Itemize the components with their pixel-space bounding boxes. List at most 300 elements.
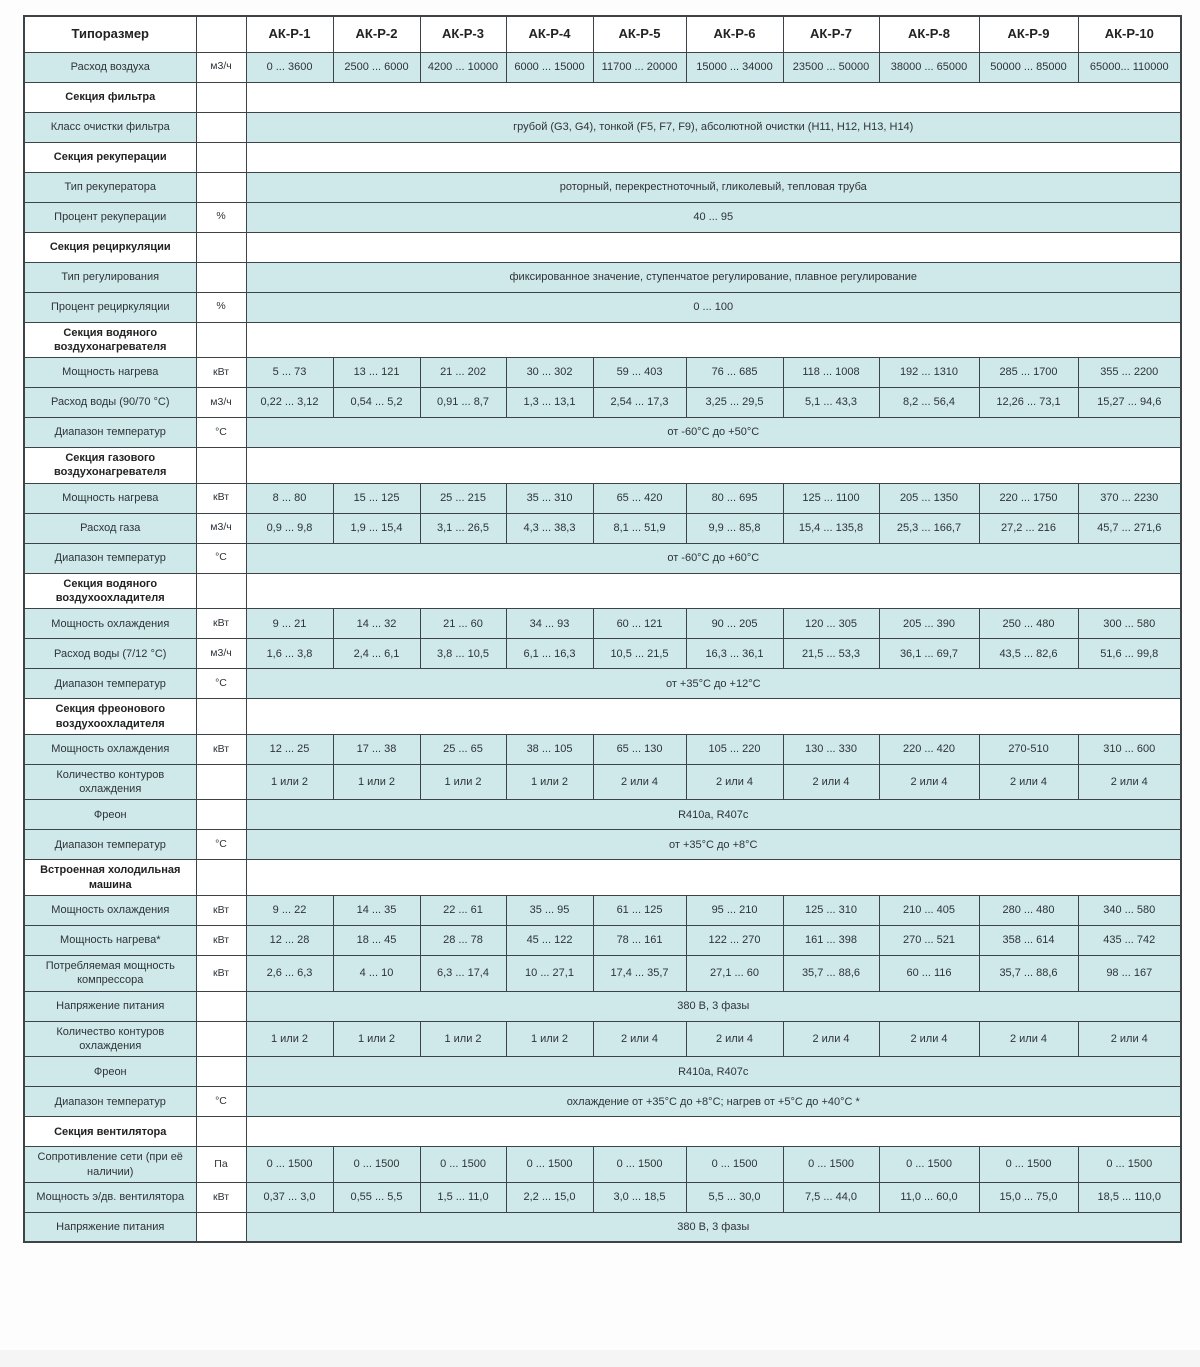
value-cell: 2 или 4: [783, 1021, 879, 1057]
col-header: АК-Р-6: [686, 16, 783, 52]
unit-column-header: [196, 16, 246, 52]
value-cell: 50000 ... 85000: [979, 52, 1078, 82]
value-cell: 4200 ... 10000: [420, 52, 506, 82]
value-cell: 17 ... 38: [333, 734, 420, 764]
col-header: АК-Р-8: [879, 16, 979, 52]
table-row: [24, 830, 1181, 860]
row-label: Расход воды (7/12 °С): [24, 639, 196, 669]
value-cell: 2 или 4: [686, 764, 783, 800]
value-cell: 2 или 4: [593, 1021, 686, 1057]
row-label: Количество контуров охлаждения: [24, 1021, 196, 1057]
table-row: [24, 699, 1181, 735]
value-cell: 205 ... 1350: [879, 483, 979, 513]
row-unit: кВт: [196, 956, 246, 992]
value-cell: 7,5 ... 44,0: [783, 1182, 879, 1212]
value-cell: 1,6 ... 3,8: [246, 639, 333, 669]
value-cell: 280 ... 480: [979, 896, 1078, 926]
row-label: Процент рециркуляции: [24, 292, 196, 322]
value-cell: 0,22 ... 3,12: [246, 388, 333, 418]
value-cell: 120 ... 305: [783, 609, 879, 639]
value-cell: 5,5 ... 30,0: [686, 1182, 783, 1212]
table-row: [24, 956, 1181, 992]
table-row: [24, 573, 1181, 609]
value-cell: 15,27 ... 94,6: [1078, 388, 1181, 418]
section-span-cell: [246, 699, 1181, 735]
value-cell: 0,37 ... 3,0: [246, 1182, 333, 1212]
value-cell: 80 ... 695: [686, 483, 783, 513]
value-cell: 2 или 4: [979, 764, 1078, 800]
value-cell: 76 ... 685: [686, 358, 783, 388]
col-header: АК-Р-9: [979, 16, 1078, 52]
value-cell: 25,3 ... 166,7: [879, 513, 979, 543]
section-unit-cell: [196, 142, 246, 172]
table-row: [24, 669, 1181, 699]
value-cell: 105 ... 220: [686, 734, 783, 764]
table-row: [24, 112, 1181, 142]
value-cell: 0,55 ... 5,5: [333, 1182, 420, 1212]
merged-value: грубой (G3, G4), тонкой (F5, F7, F9), абсолютной очистки (H11, H12, H13, H14): [246, 112, 1181, 142]
value-cell: 18 ... 45: [333, 926, 420, 956]
table-row: [24, 734, 1181, 764]
row-label: Расход воздуха: [24, 52, 196, 82]
row-unit: [196, 764, 246, 800]
value-cell: 220 ... 1750: [979, 483, 1078, 513]
row-label: Диапазон температур: [24, 543, 196, 573]
value-cell: 78 ... 161: [593, 926, 686, 956]
value-cell: 28 ... 78: [420, 926, 506, 956]
value-cell: 1 или 2: [420, 1021, 506, 1057]
value-cell: 0 ... 1500: [420, 1147, 506, 1183]
value-cell: 358 ... 614: [979, 926, 1078, 956]
value-cell: 38 ... 105: [506, 734, 593, 764]
value-cell: 22 ... 61: [420, 896, 506, 926]
merged-value: роторный, перекрестноточный, гликолевый, тепловая труба: [246, 172, 1181, 202]
value-cell: 65 ... 130: [593, 734, 686, 764]
row-unit: кВт: [196, 926, 246, 956]
table-row: [24, 448, 1181, 484]
value-cell: 14 ... 32: [333, 609, 420, 639]
table-row: [24, 1147, 1181, 1183]
value-cell: 3,8 ... 10,5: [420, 639, 506, 669]
merged-value: охлаждение от +35°С до +8°С; нагрев от +5°С до +40°С *: [246, 1087, 1181, 1117]
value-cell: 2,4 ... 6,1: [333, 639, 420, 669]
value-cell: 11,0 ... 60,0: [879, 1182, 979, 1212]
row-label: Диапазон температур: [24, 418, 196, 448]
value-cell: 270-510: [979, 734, 1078, 764]
value-cell: 8 ... 80: [246, 483, 333, 513]
row-unit: м3/ч: [196, 639, 246, 669]
value-cell: 2,6 ... 6,3: [246, 956, 333, 992]
row-label: Диапазон температур: [24, 1087, 196, 1117]
table-row: [24, 483, 1181, 513]
section-unit-cell: [196, 232, 246, 262]
section-span-cell: [246, 322, 1181, 358]
merged-value: 380 В, 3 фазы: [246, 1212, 1181, 1242]
row-label: Сопротивление сети (при её наличии): [24, 1147, 196, 1183]
table-row: [24, 418, 1181, 448]
row-label: Мощность нагрева: [24, 483, 196, 513]
row-unit: кВт: [196, 358, 246, 388]
value-cell: 43,5 ... 82,6: [979, 639, 1078, 669]
value-cell: 10 ... 27,1: [506, 956, 593, 992]
row-unit: °С: [196, 543, 246, 573]
row-label: Мощность охлаждения: [24, 609, 196, 639]
col-header: АК-Р-4: [506, 16, 593, 52]
row-unit: °С: [196, 418, 246, 448]
section-label: Секция газового воздухонагревателя: [24, 448, 196, 484]
value-cell: 1,9 ... 15,4: [333, 513, 420, 543]
value-cell: 65000... 110000: [1078, 52, 1181, 82]
value-cell: 122 ... 270: [686, 926, 783, 956]
row-label: Диапазон температур: [24, 830, 196, 860]
value-cell: 11700 ... 20000: [593, 52, 686, 82]
value-cell: 0,54 ... 5,2: [333, 388, 420, 418]
value-cell: 300 ... 580: [1078, 609, 1181, 639]
section-unit-cell: [196, 1117, 246, 1147]
value-cell: 45 ... 122: [506, 926, 593, 956]
row-unit: °С: [196, 1087, 246, 1117]
value-cell: 27,2 ... 216: [979, 513, 1078, 543]
value-cell: 0,91 ... 8,7: [420, 388, 506, 418]
value-cell: 95 ... 210: [686, 896, 783, 926]
value-cell: 2 или 4: [879, 764, 979, 800]
merged-value: R410a, R407c: [246, 800, 1181, 830]
value-cell: 3,25 ... 29,5: [686, 388, 783, 418]
value-cell: 25 ... 215: [420, 483, 506, 513]
table-row: [24, 543, 1181, 573]
value-cell: 370 ... 2230: [1078, 483, 1181, 513]
value-cell: 5,1 ... 43,3: [783, 388, 879, 418]
table-row: [24, 292, 1181, 322]
section-label: Секция фильтра: [24, 82, 196, 112]
row-unit: м3/ч: [196, 388, 246, 418]
row-unit: %: [196, 202, 246, 232]
section-unit-cell: [196, 448, 246, 484]
row-label: Тип регулирования: [24, 262, 196, 292]
row-unit: кВт: [196, 483, 246, 513]
section-span-cell: [246, 448, 1181, 484]
merged-value: от -60°С до +50°С: [246, 418, 1181, 448]
table-row: [24, 388, 1181, 418]
row-unit: %: [196, 292, 246, 322]
table-row: [24, 800, 1181, 830]
section-unit-cell: [196, 322, 246, 358]
row-unit: кВт: [196, 734, 246, 764]
value-cell: 0 ... 1500: [333, 1147, 420, 1183]
row-unit: Па: [196, 1147, 246, 1183]
section-unit-cell: [196, 573, 246, 609]
value-cell: 61 ... 125: [593, 896, 686, 926]
value-cell: 161 ... 398: [783, 926, 879, 956]
value-cell: 1 или 2: [246, 764, 333, 800]
value-cell: 1 или 2: [506, 764, 593, 800]
col-header: АК-Р-7: [783, 16, 879, 52]
section-label: Секция водяного воздухонагревателя: [24, 322, 196, 358]
value-cell: 21 ... 202: [420, 358, 506, 388]
section-label: Секция рециркуляции: [24, 232, 196, 262]
value-cell: 17,4 ... 35,7: [593, 956, 686, 992]
col-header: АК-Р-1: [246, 16, 333, 52]
table-row: [24, 262, 1181, 292]
table-row: [24, 1087, 1181, 1117]
value-cell: 2500 ... 6000: [333, 52, 420, 82]
value-cell: 0 ... 3600: [246, 52, 333, 82]
value-cell: 14 ... 35: [333, 896, 420, 926]
value-cell: 2 или 4: [1078, 764, 1181, 800]
value-cell: 2 или 4: [783, 764, 879, 800]
row-label: Расход газа: [24, 513, 196, 543]
row-unit: м3/ч: [196, 52, 246, 82]
table-header-row: [24, 16, 1181, 52]
value-cell: 36,1 ... 69,7: [879, 639, 979, 669]
value-cell: 8,1 ... 51,9: [593, 513, 686, 543]
value-cell: 0 ... 1500: [879, 1147, 979, 1183]
value-cell: 355 ... 2200: [1078, 358, 1181, 388]
row-unit: [196, 1212, 246, 1242]
value-cell: 2 или 4: [686, 1021, 783, 1057]
row-unit: [196, 800, 246, 830]
section-span-cell: [246, 1117, 1181, 1147]
section-label: Встроенная холодильная машина: [24, 860, 196, 896]
value-cell: 1 или 2: [246, 1021, 333, 1057]
col-header: АК-Р-3: [420, 16, 506, 52]
value-cell: 4,3 ... 38,3: [506, 513, 593, 543]
value-cell: 1,3 ... 13,1: [506, 388, 593, 418]
value-cell: 9 ... 21: [246, 609, 333, 639]
value-cell: 12,26 ... 73,1: [979, 388, 1078, 418]
merged-value: от -60°С до +60°С: [246, 543, 1181, 573]
value-cell: 0 ... 1500: [246, 1147, 333, 1183]
section-unit-cell: [196, 860, 246, 896]
value-cell: 13 ... 121: [333, 358, 420, 388]
section-label: Секция фреонового воздухоохладителя: [24, 699, 196, 735]
table-row: [24, 513, 1181, 543]
row-label: Мощность охлаждения: [24, 734, 196, 764]
table-row: [24, 172, 1181, 202]
value-cell: 30 ... 302: [506, 358, 593, 388]
section-label: Секция водяного воздухоохладителя: [24, 573, 196, 609]
value-cell: 0 ... 1500: [593, 1147, 686, 1183]
table-row: [24, 860, 1181, 896]
value-cell: 35,7 ... 88,6: [783, 956, 879, 992]
value-cell: 45,7 ... 271,6: [1078, 513, 1181, 543]
value-cell: 220 ... 420: [879, 734, 979, 764]
value-cell: 2 или 4: [979, 1021, 1078, 1057]
value-cell: 210 ... 405: [879, 896, 979, 926]
value-cell: 51,6 ... 99,8: [1078, 639, 1181, 669]
value-cell: 130 ... 330: [783, 734, 879, 764]
value-cell: 3,1 ... 26,5: [420, 513, 506, 543]
row-unit: [196, 112, 246, 142]
row-unit: [196, 172, 246, 202]
value-cell: 250 ... 480: [979, 609, 1078, 639]
merged-value: 40 ... 95: [246, 202, 1181, 232]
value-cell: 1,5 ... 11,0: [420, 1182, 506, 1212]
value-cell: 10,5 ... 21,5: [593, 639, 686, 669]
value-cell: 12 ... 25: [246, 734, 333, 764]
value-cell: 12 ... 28: [246, 926, 333, 956]
table-row: [24, 1182, 1181, 1212]
value-cell: 15 ... 125: [333, 483, 420, 513]
value-cell: 60 ... 121: [593, 609, 686, 639]
value-cell: 90 ... 205: [686, 609, 783, 639]
table-row: [24, 926, 1181, 956]
table-row: [24, 896, 1181, 926]
value-cell: 23500 ... 50000: [783, 52, 879, 82]
row-unit: °С: [196, 669, 246, 699]
value-cell: 27,1 ... 60: [686, 956, 783, 992]
table-row: [24, 202, 1181, 232]
spec-table: [23, 15, 1182, 1243]
value-cell: 285 ... 1700: [979, 358, 1078, 388]
row-label: Напряжение питания: [24, 1212, 196, 1242]
merged-value: от +35°С до +8°С: [246, 830, 1181, 860]
row-label: Мощность нагрева: [24, 358, 196, 388]
row-label: Мощность нагрева*: [24, 926, 196, 956]
table-row: [24, 639, 1181, 669]
row-label: Напряжение питания: [24, 991, 196, 1021]
table-row: [24, 322, 1181, 358]
value-cell: 1 или 2: [420, 764, 506, 800]
row-label: Тип рекуператора: [24, 172, 196, 202]
value-cell: 1 или 2: [506, 1021, 593, 1057]
table-row: [24, 1021, 1181, 1057]
value-cell: 25 ... 65: [420, 734, 506, 764]
value-cell: 6,3 ... 17,4: [420, 956, 506, 992]
row-label: Фреон: [24, 1057, 196, 1087]
col-header: АК-Р-2: [333, 16, 420, 52]
section-unit-cell: [196, 699, 246, 735]
row-unit: [196, 991, 246, 1021]
value-cell: 5 ... 73: [246, 358, 333, 388]
value-cell: 18,5 ... 110,0: [1078, 1182, 1181, 1212]
table-row: [24, 1212, 1181, 1242]
value-cell: 0 ... 1500: [686, 1147, 783, 1183]
value-cell: 15000 ... 34000: [686, 52, 783, 82]
section-span-cell: [246, 142, 1181, 172]
section-unit-cell: [196, 82, 246, 112]
table-row: [24, 358, 1181, 388]
row-label: Мощность э/дв. вентилятора: [24, 1182, 196, 1212]
size-type-header: Типоразмер: [24, 16, 196, 52]
row-label: Процент рекуперации: [24, 202, 196, 232]
merged-value: 0 ... 100: [246, 292, 1181, 322]
value-cell: 125 ... 310: [783, 896, 879, 926]
value-cell: 0 ... 1500: [506, 1147, 593, 1183]
value-cell: 98 ... 167: [1078, 956, 1181, 992]
value-cell: 2,2 ... 15,0: [506, 1182, 593, 1212]
row-label: Фреон: [24, 800, 196, 830]
row-unit: [196, 1021, 246, 1057]
section-span-cell: [246, 82, 1181, 112]
col-header: АК-Р-5: [593, 16, 686, 52]
table-row: [24, 991, 1181, 1021]
table-row: [24, 1117, 1181, 1147]
value-cell: 35 ... 95: [506, 896, 593, 926]
value-cell: 59 ... 403: [593, 358, 686, 388]
value-cell: 4 ... 10: [333, 956, 420, 992]
row-unit: м3/ч: [196, 513, 246, 543]
row-label: Диапазон температур: [24, 669, 196, 699]
value-cell: 38000 ... 65000: [879, 52, 979, 82]
value-cell: 435 ... 742: [1078, 926, 1181, 956]
value-cell: 3,0 ... 18,5: [593, 1182, 686, 1212]
bottom-strip: [0, 1350, 1200, 1367]
merged-value: фиксированное значение, ступенчатое регулирование, плавное регулирование: [246, 262, 1181, 292]
value-cell: 15,4 ... 135,8: [783, 513, 879, 543]
value-cell: 15,0 ... 75,0: [979, 1182, 1078, 1212]
row-label: Расход воды (90/70 °С): [24, 388, 196, 418]
value-cell: 310 ... 600: [1078, 734, 1181, 764]
section-span-cell: [246, 573, 1181, 609]
row-label: Класс очистки фильтра: [24, 112, 196, 142]
value-cell: 0 ... 1500: [1078, 1147, 1181, 1183]
value-cell: 21 ... 60: [420, 609, 506, 639]
value-cell: 2 или 4: [1078, 1021, 1181, 1057]
value-cell: 205 ... 390: [879, 609, 979, 639]
value-cell: 2,54 ... 17,3: [593, 388, 686, 418]
value-cell: 0 ... 1500: [783, 1147, 879, 1183]
value-cell: 270 ... 521: [879, 926, 979, 956]
value-cell: 2 или 4: [593, 764, 686, 800]
value-cell: 9 ... 22: [246, 896, 333, 926]
row-unit: кВт: [196, 896, 246, 926]
value-cell: 6,1 ... 16,3: [506, 639, 593, 669]
value-cell: 34 ... 93: [506, 609, 593, 639]
row-unit: °С: [196, 830, 246, 860]
table-row: [24, 609, 1181, 639]
value-cell: 0 ... 1500: [979, 1147, 1078, 1183]
row-unit: [196, 1057, 246, 1087]
row-label: Мощность охлаждения: [24, 896, 196, 926]
merged-value: 380 В, 3 фазы: [246, 991, 1181, 1021]
table-row: [24, 52, 1181, 82]
value-cell: 65 ... 420: [593, 483, 686, 513]
value-cell: 2 или 4: [879, 1021, 979, 1057]
value-cell: 21,5 ... 53,3: [783, 639, 879, 669]
row-unit: [196, 262, 246, 292]
row-label: Потребляемая мощность компрессора: [24, 956, 196, 992]
value-cell: 0,9 ... 9,8: [246, 513, 333, 543]
section-label: Секция вентилятора: [24, 1117, 196, 1147]
col-header: АК-Р-10: [1078, 16, 1181, 52]
value-cell: 1 или 2: [333, 764, 420, 800]
value-cell: 16,3 ... 36,1: [686, 639, 783, 669]
row-label: Количество контуров охлаждения: [24, 764, 196, 800]
table-row: [24, 232, 1181, 262]
table-row: [24, 764, 1181, 800]
value-cell: 60 ... 116: [879, 956, 979, 992]
spec-table-body: [24, 16, 1181, 1242]
section-label: Секция рекуперации: [24, 142, 196, 172]
section-span-cell: [246, 232, 1181, 262]
value-cell: 35 ... 310: [506, 483, 593, 513]
value-cell: 35,7 ... 88,6: [979, 956, 1078, 992]
merged-value: R410a, R407c: [246, 1057, 1181, 1087]
row-unit: кВт: [196, 1182, 246, 1212]
merged-value: от +35°С до +12°С: [246, 669, 1181, 699]
value-cell: 125 ... 1100: [783, 483, 879, 513]
value-cell: 9,9 ... 85,8: [686, 513, 783, 543]
value-cell: 6000 ... 15000: [506, 52, 593, 82]
table-row: [24, 82, 1181, 112]
row-unit: кВт: [196, 609, 246, 639]
value-cell: 340 ... 580: [1078, 896, 1181, 926]
table-row: [24, 142, 1181, 172]
value-cell: 8,2 ... 56,4: [879, 388, 979, 418]
value-cell: 118 ... 1008: [783, 358, 879, 388]
table-row: [24, 1057, 1181, 1087]
